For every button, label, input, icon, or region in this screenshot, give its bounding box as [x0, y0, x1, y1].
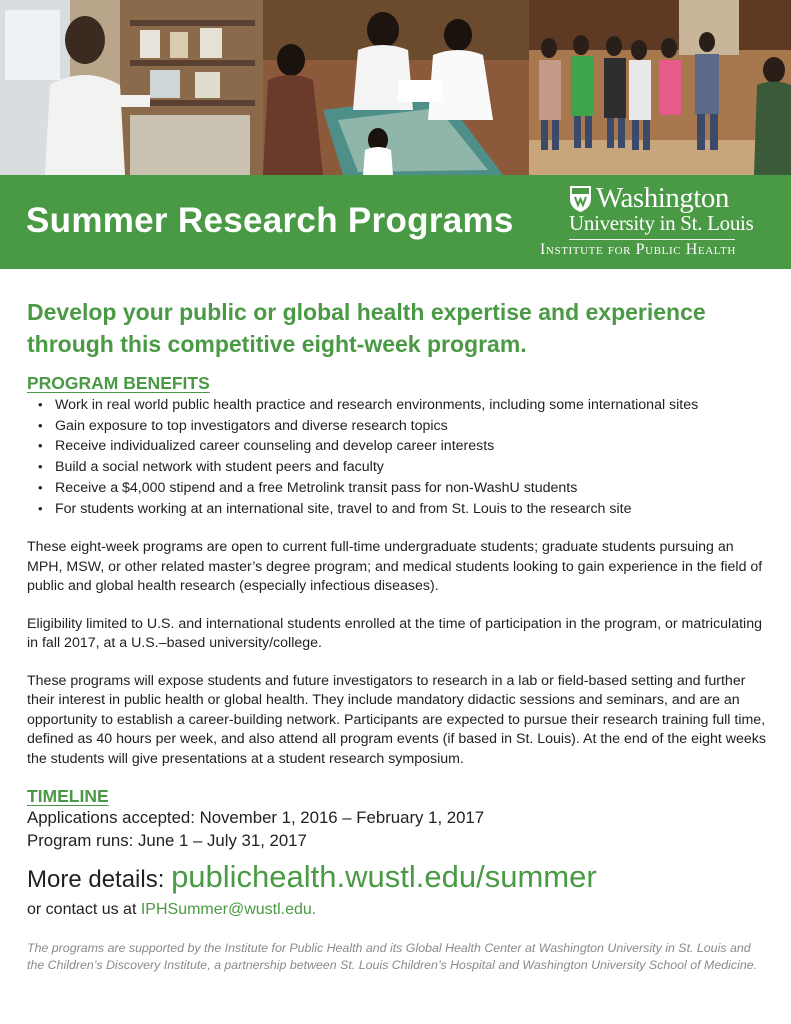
- logo-wordmark-university: University in St. Louis: [569, 211, 754, 235]
- more-details: [27, 860, 767, 900]
- program-benefits-heading: PROGRAM BENEFITS: [27, 373, 210, 393]
- header-banner: [0, 175, 791, 269]
- international-eligibility-paragraph: Eligibility limited to U.S. and international students enrolled at the time of participation in the program, or matriculating in fall 2017, at a U.S.–based university/college.: [27, 615, 762, 652]
- email-link[interactable]: IPHSummer@wustl.edu.: [140, 901, 317, 919]
- list-item: • Receive individualized career counseling and develop career interests: [27, 436, 767, 457]
- photo-strip: [0, 0, 791, 175]
- timeline-heading: TIMELINE: [27, 786, 109, 807]
- logo-wordmark-washington: Washington: [596, 182, 729, 214]
- contact-prefix: or contact us at: [27, 901, 141, 919]
- program-dates: Program runs: June 1 – July 31, 2017: [27, 831, 307, 851]
- list-item: • Gain exposure to top investigators and diverse research topics: [27, 416, 767, 437]
- list-item: • For students working at an international site, travel to and from St. Louis to the research site: [27, 499, 767, 520]
- logo-divider: [569, 239, 735, 240]
- page-title: Summer Research Programs: [26, 201, 514, 240]
- headline-line-2: through this competitive eight-week program.: [27, 331, 527, 357]
- field-research-photo: [263, 0, 529, 175]
- contact-line: [27, 900, 767, 920]
- lab-researcher-photo: [0, 0, 263, 175]
- washu-logo: [540, 182, 776, 262]
- logo-institute-name: Institute for Public Health: [540, 241, 736, 258]
- more-details-label: More details:: [27, 866, 172, 894]
- headline: [27, 296, 767, 360]
- list-item: • Receive a $4,000 stipend and a free Metrolink transit pass for non-WashU students: [27, 478, 767, 499]
- headline-line-1: Develop your public or global health expertise and experience: [27, 299, 706, 325]
- program-description-paragraph: These programs will expose students and future investigators to research in a lab or field-based setting and further their interest in public health or global health. They include mandatory didactic sessions and seminars, and are an opportunity to establish a career-building network. Participants are expected to pursue their research training full time, defined as 40 hours per week, and also attend all program events (if based in St. Louis). At the end of the eight weeks the students will give presentations at a student research symposium.: [27, 672, 766, 767]
- eligibility-paragraph: These eight-week programs are open to current full-time undergraduate students; graduate students pursuing an MPH, MSW, or other related master’s degree program; and medical students looking to gain experience in the field of public and global health research (especially infectious diseases).: [27, 539, 763, 595]
- funding-footnote: The programs are supported by the Institute for Public Health and its Global Health Center at Washington University in St. Louis and the Children’s Discovery Institute, a partnership between St. Louis Children’s Hospital and Washington University School of Medicine.: [27, 941, 758, 973]
- student-group-photo: [529, 0, 791, 175]
- applications-dates: Applications accepted: November 1, 2016 – February 1, 2017: [27, 808, 485, 828]
- list-item: • Build a social network with student peers and faculty: [27, 457, 767, 478]
- list-item: • Work in real world public health practice and research environments, including some international sites: [27, 395, 767, 416]
- university-shield-icon: [569, 185, 592, 213]
- main-content: [27, 296, 767, 974]
- website-link[interactable]: publichealth.wustl.edu/summer: [171, 859, 597, 895]
- benefits-list: [27, 395, 767, 519]
